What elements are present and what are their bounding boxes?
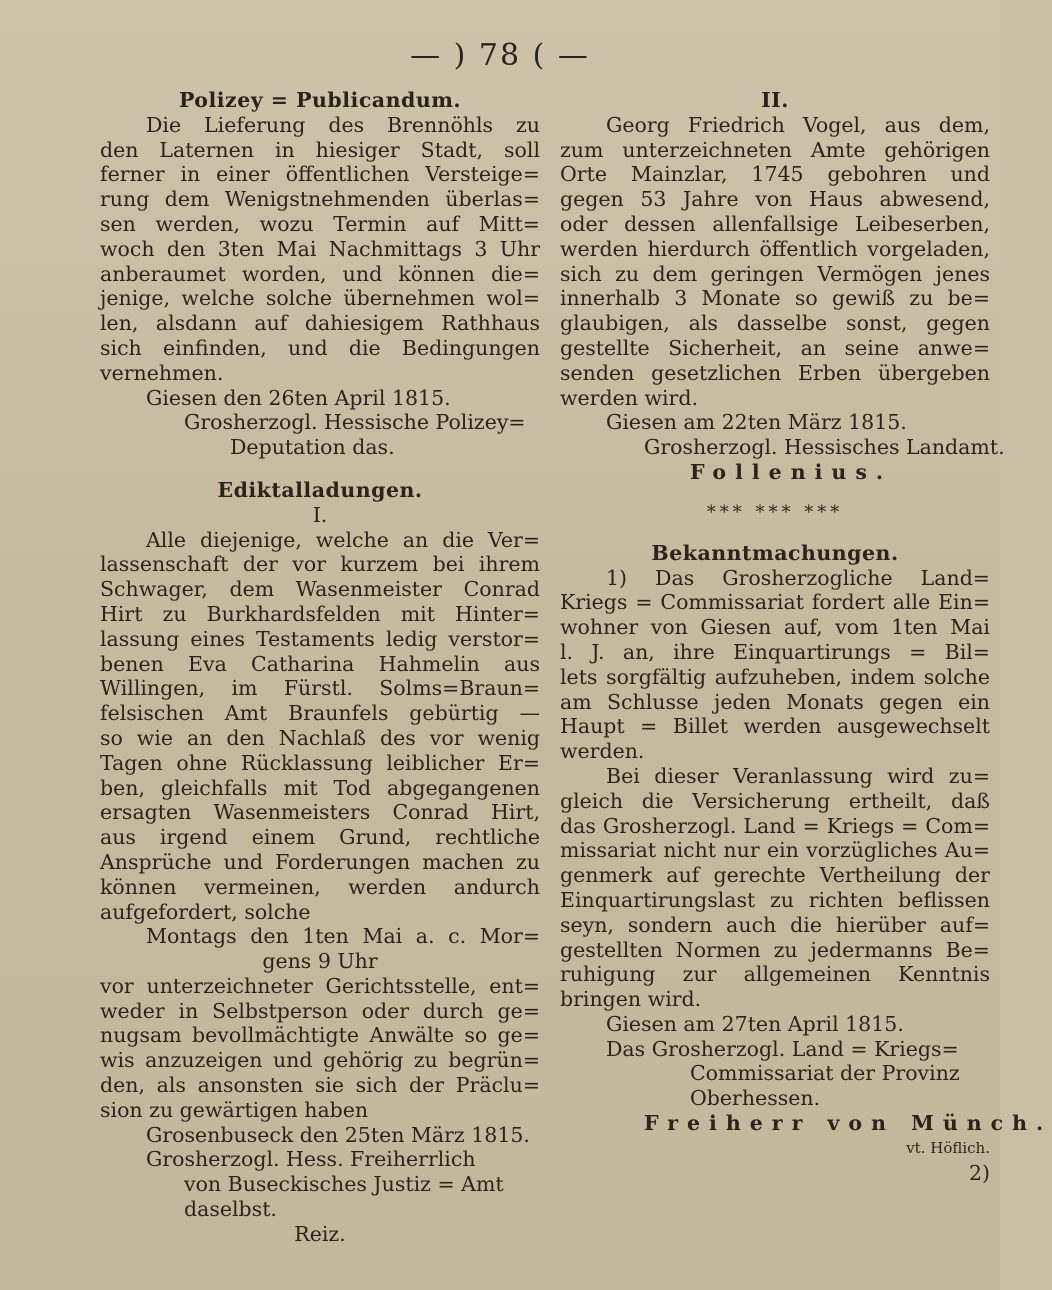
signature-line: daselbst.	[184, 1197, 277, 1222]
text-line: vernehmen.	[100, 360, 224, 385]
text-line: aufgefordert, solche	[100, 899, 311, 924]
text-line: aus irgend einem Grund, rechtliche	[100, 825, 540, 850]
text-line: benen Eva Catharina Hahmelin aus	[100, 651, 540, 676]
dateline: Giesen am 22ten März 1815.	[606, 410, 907, 435]
text-line: Haupt = Billet werden ausgewechselt	[560, 714, 990, 739]
text-line: Kriegs = Commissariat fordert alle Ein=	[560, 590, 990, 615]
text-line: sich zu dem geringen Vermögen jenes	[560, 261, 990, 286]
text-line: ruhigung zur allgemeinen Kenntnis	[560, 962, 990, 987]
text-line: gegen 53 Jahre von Haus abwesend,	[560, 187, 990, 212]
text-line: sen werden, wozu Termin auf Mitt=	[100, 211, 540, 236]
left-column	[100, 88, 540, 1247]
text-line: ben, gleichfalls mit Tod abgegangenen	[100, 775, 540, 800]
text-line: missariat nicht nur ein vorzügliches Au=	[560, 838, 990, 863]
text-line: felsischen Amt Braunfels gebürtig —	[100, 701, 540, 726]
text-line: woch den 3ten Mai Nachmittags 3 Uhr	[100, 236, 540, 261]
text-line: Montags den 1ten Mai a. c. Mor=	[146, 924, 540, 949]
signature-line: Grosherzogl. Hess. Freiherrlich	[146, 1147, 476, 1172]
text-line: Bei dieser Veranlassung wird zu=	[606, 763, 990, 788]
text-line: lets sorgfältig aufzuheben, indem solche	[560, 664, 990, 689]
text-line: den, als ansonsten sie sich der Präclu=	[100, 1073, 540, 1098]
text-line: Georg Friedrich Vogel, aus dem,	[606, 112, 990, 137]
signature-line: Deputation das.	[230, 435, 395, 460]
text-line: werden.	[560, 739, 645, 764]
text-line: ersagten Wasenmeisters Conrad Hirt,	[100, 800, 540, 825]
text-line: vor unterzeichneter Gerichtsstelle, ent=	[100, 973, 540, 998]
text-line: senden gesetzlichen Erben übergeben	[560, 360, 990, 385]
text-line: Ansprüche und Forderungen machen zu	[100, 849, 540, 874]
text-line: das Grosherzogl. Land = Kriegs = Com=	[560, 813, 990, 838]
catchword: 2)	[968, 1160, 990, 1185]
right-column	[560, 88, 1052, 1185]
text-line: gleich die Versicherung ertheilt, daß	[560, 788, 990, 813]
text-line: gestellte Sicherheit, an seine anwe=	[560, 335, 990, 360]
text-line: rung dem Wenigstnehmenden überlas=	[100, 187, 540, 212]
text-line: sich einfinden, und die Bedingungen	[100, 335, 540, 360]
text-line: können vermeinen, werden andurch	[100, 874, 540, 899]
text-line: Einquartirungslast zu richten beflissen	[560, 887, 990, 912]
dateline: Giesen am 27ten April 1815.	[606, 1011, 904, 1036]
text-line: Willingen, im Fürstl. Solms=Braun=	[100, 676, 540, 701]
section-heading: Ediktalladungen.	[217, 477, 423, 502]
text-line: gestellten Normen zu jedermanns Be=	[560, 937, 990, 962]
text-line: anberaumet worden, und können die=	[100, 261, 540, 286]
text-line: sion zu gewärtigen haben	[100, 1097, 369, 1122]
signature-name: Follenius.	[690, 459, 892, 484]
text-line: den Laternen in hiesiger Stadt, soll	[100, 137, 540, 162]
text-line: seyn, sondern auch die hierüber auf=	[560, 912, 990, 937]
signature-line: Grosherzogl. Hessische Polizey=	[184, 410, 526, 435]
section-heading: Polizey = Publicandum.	[178, 88, 462, 112]
text-line: ferner in einer öffentlichen Versteige=	[100, 162, 540, 187]
text-line: innerhalb 3 Monate so gewiß zu be=	[560, 286, 990, 311]
section-number: II.	[761, 88, 789, 112]
text-line: Schwager, dem Wasenmeister Conrad	[100, 577, 540, 602]
text-line: genmerk auf gerechte Vertheilung der	[560, 863, 990, 888]
separator-stars: *** *** ***	[706, 501, 844, 523]
text-line: werden wird.	[560, 385, 698, 410]
text-line: Hirt zu Burkhardsfelden mit Hinter=	[100, 601, 540, 626]
text-line: gens 9 Uhr	[262, 949, 378, 974]
text-line: Alle diejenige, welche an die Ver=	[146, 527, 540, 552]
text-line: jenige, welche solche übernehmen wol=	[100, 286, 540, 311]
signature-line: Das Grosherzogl. Land = Kriegs=	[606, 1036, 959, 1061]
text-line: l. J. an, ihre Einquartirungs = Bil=	[560, 639, 990, 664]
text-line: glaubigen, als dasselbe sonst, gegen	[560, 311, 990, 336]
text-line: Die Lieferung des Brennöhls zu	[146, 112, 540, 137]
text-line: so wie an den Nachlaß des vor wenig	[100, 725, 540, 750]
signature-name: Reiz.	[294, 1221, 346, 1246]
dateline: Grosenbuseck den 25ten März 1815.	[146, 1122, 530, 1147]
text-line: len, alsdann auf dahiesigem Rathhaus	[100, 311, 540, 336]
signature-line: Grosherzogl. Hessisches Landamt.	[644, 435, 1005, 460]
text-line: lassenschaft der vor kurzem bei ihrem	[100, 552, 540, 577]
signature-name: Freiherr von Münch.	[644, 1111, 1052, 1136]
page-number: — ) 78 ( —	[410, 38, 590, 73]
text-line: bringen wird.	[560, 987, 702, 1012]
dateline: Giesen den 26ten April 1815.	[146, 385, 451, 410]
text-line: Tagen ohne Rücklassung leiblicher Er=	[100, 750, 540, 775]
text-line: weder in Selbstperson oder durch ge=	[100, 998, 540, 1023]
text-line: Orte Mainzlar, 1745 gebohren und	[560, 162, 990, 187]
section-heading: Bekanntmachungen.	[651, 540, 899, 565]
signature-line: von Buseckisches Justiz = Amt	[184, 1172, 504, 1197]
signature-line: Oberhessen.	[690, 1086, 821, 1111]
text-line: oder dessen allenfallsige Leibeserben,	[560, 211, 990, 236]
signature-note: vt. Höflich.	[906, 1138, 990, 1157]
text-line: werden hierdurch öffentlich vorgeladen,	[560, 236, 990, 261]
text-line: wohner von Giesen auf, vom 1ten Mai	[560, 615, 990, 640]
text-line: wis anzuzeigen und gehörig zu begrün=	[100, 1048, 540, 1073]
section-number: I.	[312, 502, 328, 527]
signature-line: Commissariat der Provinz	[690, 1061, 960, 1086]
text-line: nugsam bevollmächtigte Anwälte so ge=	[100, 1023, 540, 1048]
text-line: lassung eines Testaments ledig verstor=	[100, 626, 540, 651]
text-line: 1) Das Grosherzogliche Land=	[606, 565, 990, 590]
text-line: zum unterzeichneten Amte gehörigen	[560, 137, 990, 162]
text-line: am Schlusse jeden Monats gegen ein	[560, 689, 990, 714]
